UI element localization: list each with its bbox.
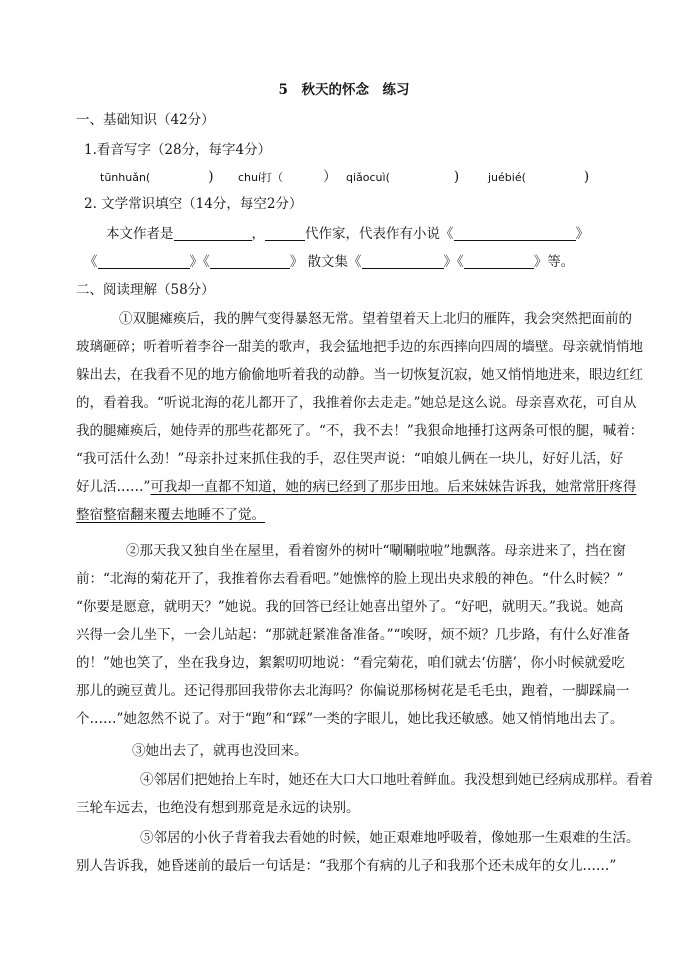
paragraph-2 [76,537,630,733]
blank-novel[interactable] [454,226,576,241]
pinyin-item-4: juébié( ) [488,169,590,185]
blank-essay-2[interactable] [464,254,534,269]
text-line [76,501,616,529]
text-line: ②那天我又独自坐在屋里，看着窗外的树叶“唰唰啦啦”地飘落。母亲进来了，挡在窗 [126,543,626,559]
paragraph-1 [76,305,644,529]
text-line: “你要是愿意，就明天？”她说。我的回答已经让她喜出望外了。“好吧，就明天。”我说。她高 [76,599,624,615]
q2-line-2: 《 》《 》 散文集《 》《 》等。 [84,254,575,270]
paragraph-4 [76,766,653,822]
blank-novel-2[interactable] [98,254,190,269]
q2-label: 2. 文学常识填空（14分，每空2分） [84,196,303,212]
q2-line-1: 本文作者是 ， 代作家，代表作有小说《 》 [106,226,589,242]
text-line: ④邻居们把她抬上车时，她还在大口大口地吐着鲜血。我没想到她已经病成那样。看着 [140,772,653,788]
section1-heading: 一、基础知识（42分） [76,112,215,128]
pinyin-text: chuí打（ [238,171,284,184]
page-title: 5 秋天的怀念 练习 [278,82,410,98]
text-line: ⑤邻居的小伙子背着我去看她的时候，她正艰难地呼吸着，像她那一生艰难的生活。 [140,830,640,846]
text-line: 兴得一会儿坐下，一会儿站起：“那就赶紧准备准备。”“唉呀，烦不烦？几步路，有什么好准备 [76,627,630,643]
text-line: ①双腿瘫痪后，我的脾气变得暴怒无常。望着望着天上北归的雁阵，我会突然把面前的 [119,311,632,327]
pinyin-item-2: chuí打（ ） [238,169,337,185]
text-line: 个……”她忽然不说了。对于“跑”和“踩”一类的字眼儿，她比我还敏感。她又悄悄地出去了。 [76,711,624,727]
pinyin-text: tūnhuǎn( [100,171,151,184]
pinyin-item-3: qiǎocuì( ) [346,169,460,185]
text-line: 我的腿瘫痪后，她侍弄的那些花都死了。“不，我不去！”我狠命地捶打这两条可恨的腿，喊着： [76,423,644,439]
text-line: 躲出去，在我看不见的地方偷偷地听着我的动静。当一切恢复沉寂，她又悄悄地进来，眼边红红 [76,367,643,383]
q1-label: 1.看音写字（28分，每字4分） [84,142,272,158]
text-line: 那儿的豌豆黄儿。还记得那回我带你去北海吗？你偏说那杨树花是毛毛虫，跑着，一脚踩扁一 [76,683,630,699]
paragraph-3 [76,737,616,765]
text-line: 好儿活……”可我却一直都不知道，她的病已经到了那步田地。后来妹妹告诉我，她常常肝疼得 [76,479,637,495]
section2-heading: 二、阅读理解（58分） [76,282,215,298]
text-line: 别人告诉我，她昏迷前的最后一句话是：“我那个有病的儿子和我那个还未成年的女儿……” [76,858,617,874]
blank-essay-1[interactable] [362,254,444,269]
text-line: 的，看着我。“听说北海的花儿都开了，我推着你去走走。”她总是这么说。母亲喜欢花，可自从 [76,395,637,411]
text-line: 前：“北海的菊花开了，我推着你去看看吧。”她憔悴的脸上现出央求般的神色。“什么时候？” [76,571,624,587]
blank-era[interactable] [265,226,305,241]
text-line: 玻璃砸碎；听着听着李谷一甜美的歌声，我会猛地把手边的东西摔向四周的墙壁。母亲就悄悄地 [76,339,643,355]
text-line: 三轮车远去，也绝没有想到那竟是永远的诀别。 [76,800,360,816]
blank-novel-3[interactable] [210,254,290,269]
underlined-sentence: 可我却一直都不知道，她的病已经到了那步田地。后来妹妹告诉我，她常常肝疼得 [150,479,637,495]
pinyin-text: qiǎocuì( [346,171,390,184]
text-line: “我可活什么劲！”母亲扑过来抓住我的手，忍住哭声说：“咱娘儿俩在一块儿，好好儿活，好 [76,451,624,467]
underlined-sentence: 整宿整宿翻来覆去地睡不了觉。 [76,507,265,523]
blank-author[interactable] [174,226,252,241]
text-line: 的！”她也笑了，坐在我身边，絮絮叨叨地说：“看完菊花，咱们就去‘仿膳’，你小时候就爱吃 [76,655,625,671]
pinyin-item-1: tūnhuǎn( ) [100,169,214,185]
paragraph-5 [76,824,640,880]
text-line: ③她出去了，就再也没回来。 [132,743,308,759]
pinyin-text: juébié( [488,171,526,184]
